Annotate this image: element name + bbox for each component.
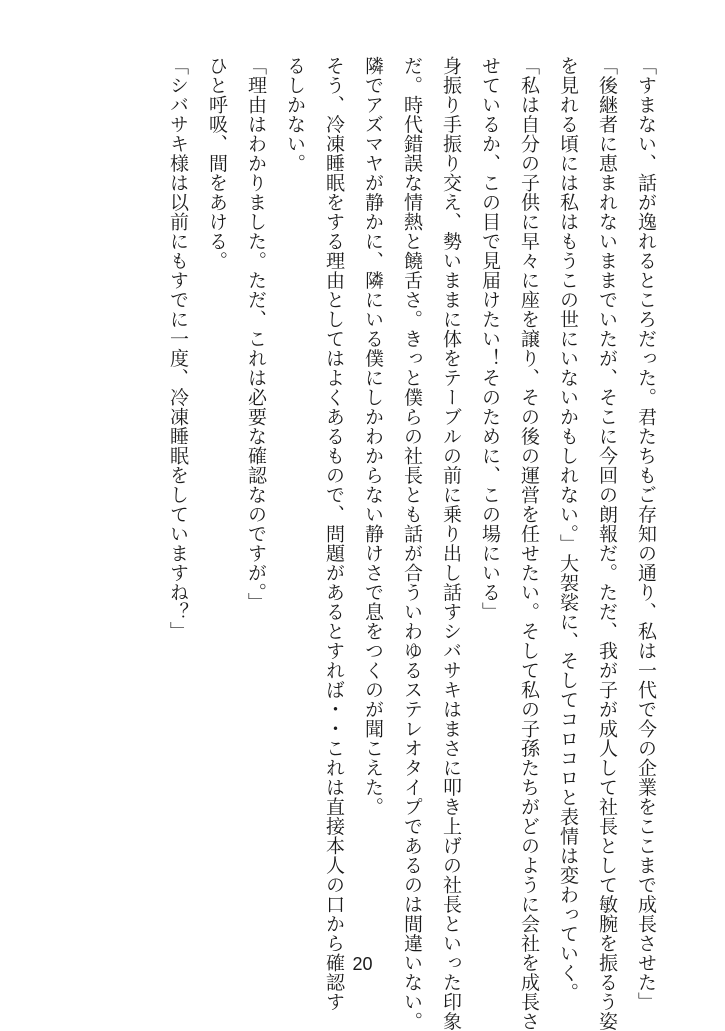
text-line: 「シバサキ様は以前にもすでに一度、冷凍睡眠をしていますね？」 bbox=[167, 56, 189, 641]
text-line: 「私は自分の子供に早々に座を譲り、その後の運営を任せたい。そして私の子孫たちがどのように会社を成長さ bbox=[518, 56, 540, 1031]
text-line: るしかない。 bbox=[284, 56, 306, 173]
text-line: 隣でアズマヤが静かに、隣にいる僕にしかわからない静けさで息をつくのが聞こえた。 bbox=[362, 56, 384, 817]
text-line: そう、冷凍睡眠をする理由としてはよくあるもので、問題があるとすれば・・これは直接本人の口から確認す bbox=[323, 56, 345, 1012]
page-number: 20 bbox=[352, 954, 373, 974]
text-line: ひと呼吸、間をあける。 bbox=[206, 56, 228, 271]
text-line: 「すまない、話が逸れるところだった。君たちもご存知の通り、私は一代で今の企業をここまで成長させた」 bbox=[635, 56, 657, 1012]
text-line: を見れる頃には私はもうこの世にいないかもしれない。」大袈裟に、そしてコロコロと表情は変わっていく。 bbox=[557, 56, 579, 1002]
text-line: 「理由はわかりました。ただ、これは必要な確認なのですが。」 bbox=[245, 56, 267, 612]
text-line: だ。時代錯誤な情熱と饒舌さ。きっと僕らの社長とも話が合ういわゆるステレオタイプであるのは間違いない。 bbox=[401, 56, 423, 1031]
text-line: せているか、この目で見届けたい！そのために、この場にいる」 bbox=[479, 56, 501, 622]
text-line: 「後継者に恵まれないままでいたが、そこに今回の朗報だ。ただ、我が子が成人して社長として敏腕を振るう姿 bbox=[596, 56, 618, 1031]
text-line: 身振り手振り交え、勢いままに体をテーブルの前に乗り出し話すシバサキはまさに叩き上げの社長といった印象 bbox=[440, 56, 462, 1031]
